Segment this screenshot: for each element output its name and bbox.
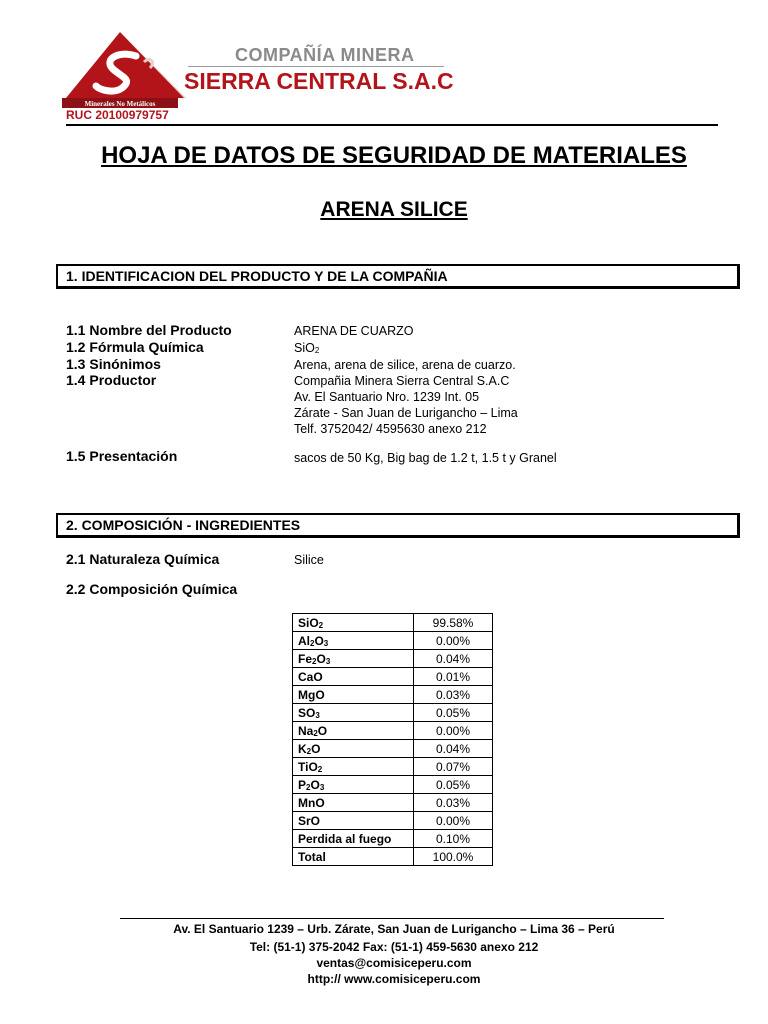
- composition-component: MnO: [293, 794, 414, 812]
- composition-row: [293, 686, 493, 704]
- composition-component: $P_2O_3$: [293, 776, 414, 794]
- composition-row: [293, 776, 493, 794]
- composition-row: [293, 668, 493, 686]
- composition-table: [292, 613, 493, 866]
- field-label-chemical-nature: 2.1 Naturaleza Química: [66, 551, 220, 567]
- footer-website: http:// www.comisiceperu.com: [307, 972, 481, 986]
- footer-address: Av. El Santuario 1239 – Urb. Zárate, San Juan de Lurigancho – Lima 36 – Perú: [173, 922, 615, 936]
- field-label-synonyms: 1.3 Sinónimos: [66, 356, 161, 372]
- composition-percent: 0.00%: [414, 722, 493, 740]
- composition-component: SrO: [293, 812, 414, 830]
- composition-component: $Na_2O$: [293, 722, 414, 740]
- composition-percent: 0.03%: [414, 686, 493, 704]
- ruc-number: RUC 20100979757: [66, 108, 169, 122]
- composition-component: $K_2O$: [293, 740, 414, 758]
- composition-percent: 0.05%: [414, 704, 493, 722]
- field-value-product-name: ARENA DE CUARZO: [294, 324, 414, 338]
- composition-row: [293, 848, 493, 866]
- company-name-line2: SIERRA CENTRAL S.A.C: [184, 68, 454, 94]
- field-value-producer-line1: Compañia Minera Sierra Central S.A.C: [294, 374, 510, 388]
- composition-component: $Al_2O_3$: [293, 632, 414, 650]
- composition-percent: 99.58%: [414, 614, 493, 632]
- field-value-producer-line2: Av. El Santuario Nro. 1239 Int. 05: [294, 390, 480, 404]
- field-label-chemical-composition: 2.2 Composición Química: [66, 581, 238, 597]
- field-value-chemical-formula: SiO$_2$: [294, 341, 320, 355]
- company-name-divider: [188, 66, 444, 67]
- composition-row: [293, 758, 493, 776]
- composition-row: [293, 650, 493, 668]
- composition-component: $Fe_2O_3$: [293, 650, 414, 668]
- composition-percent: 100.0%: [414, 848, 493, 866]
- composition-row: [293, 812, 493, 830]
- company-name-line1: COMPAÑÍA MINERA: [235, 45, 415, 65]
- composition-percent: 0.00%: [414, 632, 493, 650]
- document-title: HOJA DE DATOS DE SEGURIDAD DE MATERIALES: [101, 142, 687, 169]
- composition-row: [293, 740, 493, 758]
- document-subtitle: ARENA SILICE: [320, 198, 468, 221]
- field-label-producer: 1.4 Productor: [66, 372, 157, 388]
- composition-percent: 0.04%: [414, 740, 493, 758]
- composition-component: SiO$_2$: [293, 614, 414, 632]
- field-label-presentation: 1.5 Presentación: [66, 448, 178, 464]
- field-label-chemical-formula: 1.2 Fórmula Química: [66, 339, 204, 355]
- composition-percent: 0.04%: [414, 650, 493, 668]
- company-logo: [58, 26, 188, 110]
- composition-component: CaO: [293, 668, 414, 686]
- composition-component: Perdida al fuego: [293, 830, 414, 848]
- composition-row: [293, 704, 493, 722]
- composition-component: TiO$_2$: [293, 758, 414, 776]
- composition-percent: 0.10%: [414, 830, 493, 848]
- section-2-heading: 2. COMPOSICIÓN - INGREDIENTES: [56, 513, 740, 538]
- composition-percent: 0.00%: [414, 812, 493, 830]
- footer-divider: [120, 918, 664, 919]
- field-value-producer-line3: Zárate - San Juan de Lurigancho – Lima: [294, 406, 518, 420]
- field-label-product-name: 1.1 Nombre del Producto: [66, 322, 232, 338]
- composition-row: [293, 614, 493, 632]
- composition-percent: 0.07%: [414, 758, 493, 776]
- field-value-producer-line4: Telf. 3752042/ 4595630 anexo 212: [294, 422, 487, 436]
- composition-row: [293, 632, 493, 650]
- section-1-heading: 1. IDENTIFICACION DEL PRODUCTO Y DE LA COMPAÑIA: [56, 264, 740, 289]
- composition-component: Total: [293, 848, 414, 866]
- composition-row: [293, 794, 493, 812]
- field-value-synonyms: Arena, arena de silice, arena de cuarzo.: [294, 358, 516, 372]
- composition-percent: 0.01%: [414, 668, 493, 686]
- composition-row: [293, 830, 493, 848]
- composition-percent: 0.05%: [414, 776, 493, 794]
- field-value-presentation: sacos de 50 Kg, Big bag de 1.2 t, 1.5 t y Granel: [294, 451, 557, 465]
- composition-percent: 0.03%: [414, 794, 493, 812]
- field-value-chemical-nature: Silice: [294, 553, 324, 567]
- logo-tagline: Minerales No Metálicos: [84, 100, 156, 108]
- header-divider: [66, 124, 718, 126]
- footer-phones: Tel: (51-1) 375-2042 Fax: (51-1) 459-5630 anexo 212: [249, 940, 539, 954]
- footer-email: ventas@comisiceperu.com: [316, 956, 472, 970]
- composition-component: $SO_3$: [293, 704, 414, 722]
- composition-row: [293, 722, 493, 740]
- composition-component: MgO: [293, 686, 414, 704]
